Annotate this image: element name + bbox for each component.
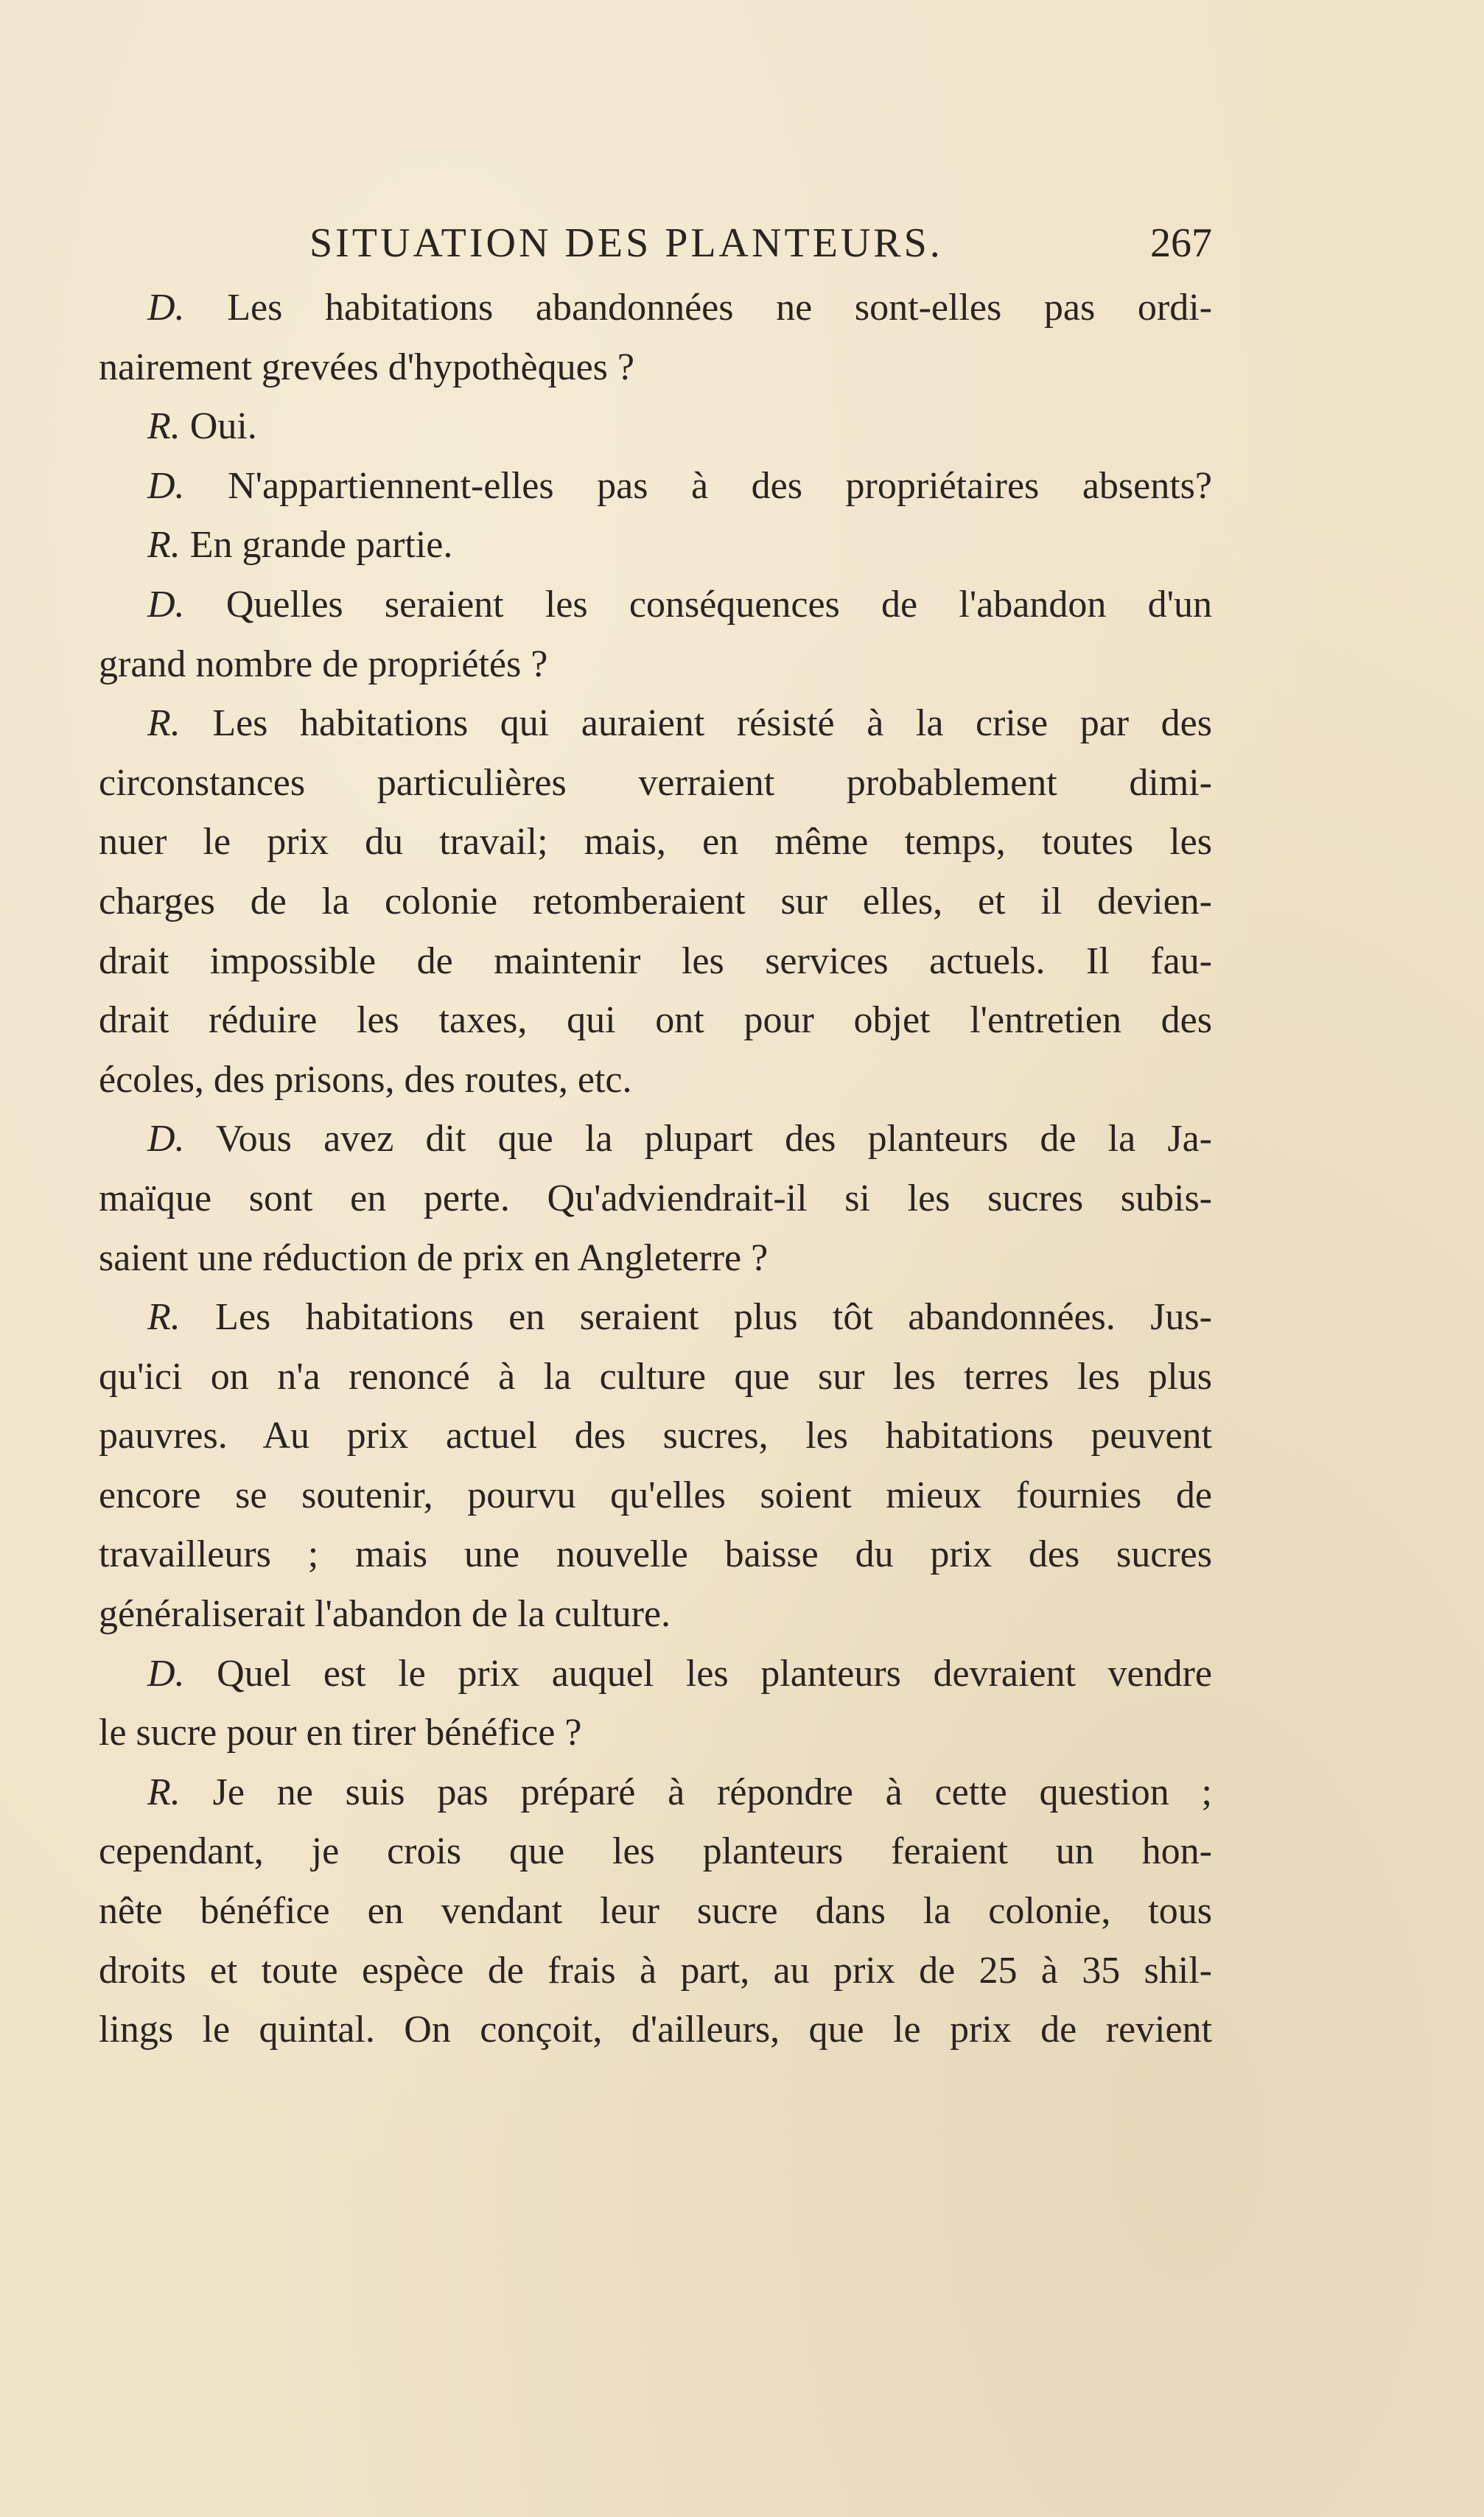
body-text xyxy=(99,279,1212,2060)
text-line: R. Oui. xyxy=(147,405,257,448)
text-line: maïque sont en perte. Qu'adviendrait-il si les sucres subis- xyxy=(99,1177,1212,1219)
text-line: R. Les habitations en seraient plus tôt abandonnées. Jus- xyxy=(147,1296,1212,1339)
text-line: nairement grevées d'hypothèques ? xyxy=(99,346,634,388)
text-line: pauvres. Au prix actuel des sucres, les habitations peuvent xyxy=(99,1415,1212,1457)
text-line: le sucre pour en tirer bénéfice ? xyxy=(99,1712,582,1754)
text-line: cependant, je crois que les planteurs feraient un hon- xyxy=(99,1830,1212,1873)
speaker-label: R. xyxy=(147,1771,181,1813)
text-line: droits et toute espèce de frais à part, au prix de 25 à 35 shil- xyxy=(99,1949,1212,1992)
text-line: D. Quel est le prix auquel les planteurs devraient vendre xyxy=(147,1652,1212,1695)
text-line: charges de la colonie retomberaient sur elles, et il devien- xyxy=(99,880,1212,923)
speaker-label: D. xyxy=(147,1118,185,1161)
speaker-label: D. xyxy=(147,287,185,329)
speaker-label: D. xyxy=(147,1652,185,1695)
speaker-label: R. xyxy=(147,702,181,745)
text-line: généraliserait l'abandon de la culture. xyxy=(99,1593,671,1636)
text-line: D. Les habitations abandonnées ne sont-elles pas ordi- xyxy=(147,287,1212,329)
page-number: 267 xyxy=(1150,220,1212,266)
speaker-label: R. xyxy=(147,1296,181,1339)
text-line: drait impossible de maintenir les services actuels. Il fau- xyxy=(99,939,1212,982)
speaker-label: R. xyxy=(147,405,181,448)
text-line: saient une réduction de prix en Angleterre ? xyxy=(99,1236,769,1279)
speaker-label: R. xyxy=(147,524,181,567)
page-header xyxy=(309,214,1212,273)
text-line: nête bénéfice en vendant leur sucre dans la colonie, tous xyxy=(99,1890,1212,1933)
text-line: nuer le prix du travail; mais, en même temps, toutes les xyxy=(99,821,1212,864)
text-line: D. N'appartiennent-elles pas à des propriétaires absents? xyxy=(147,464,1212,507)
speaker-label: D. xyxy=(147,464,185,507)
text-line: travailleurs ; mais une nouvelle baisse du prix des sucres xyxy=(99,1533,1212,1576)
speaker-label: D. xyxy=(147,583,185,626)
text-line: D. Vous avez dit que la plupart des planteurs de la Ja- xyxy=(147,1118,1212,1161)
text-line: R. Je ne suis pas préparé à répondre à cette question ; xyxy=(147,1771,1212,1813)
text-line: R. En grande partie. xyxy=(147,524,453,567)
text-line: écoles, des prisons, des routes, etc. xyxy=(99,1058,632,1101)
text-line: encore se soutenir, pourvu qu'elles soient mieux fournies de xyxy=(99,1474,1212,1516)
text-line: drait réduire les taxes, qui ont pour objet l'entretien des xyxy=(99,999,1212,1042)
text-line: circonstances particulières verraient probablement dimi- xyxy=(99,761,1212,804)
text-line: lings le quintal. On conçoit, d'ailleurs, que le prix de revient xyxy=(99,2009,1212,2051)
text-line: D. Quelles seraient les conséquences de l'abandon d'un xyxy=(147,583,1212,626)
text-line: grand nombre de propriétés ? xyxy=(99,643,548,685)
text-line: qu'ici on n'a renoncé à la culture que sur les terres les plus xyxy=(99,1355,1212,1398)
running-head: SITUATION DES PLANTEURS. xyxy=(309,220,943,266)
text-line: R. Les habitations qui auraient résisté à la crise par des xyxy=(147,702,1212,745)
